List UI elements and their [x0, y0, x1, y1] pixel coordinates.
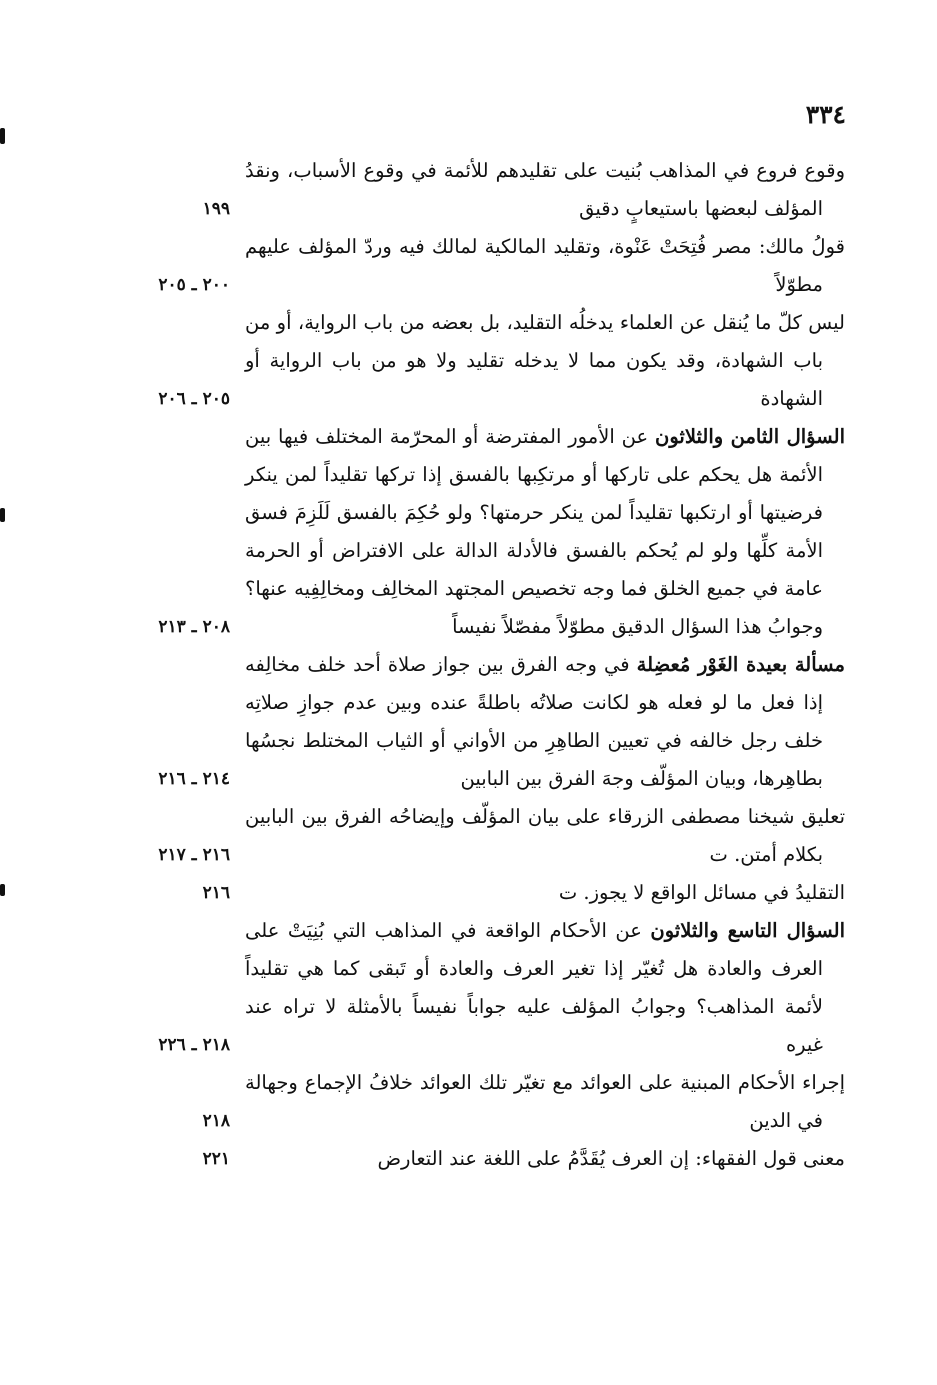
entry-lead: السؤال التاسع والثلاثون [650, 919, 846, 942]
entry-body: معنى قول الفقهاء: إن العرف يُقَدَّمُ على اللغة عند التعارض [377, 1147, 845, 1170]
scan-edge-mark [0, 128, 5, 144]
entry-text [245, 152, 845, 228]
entry-text [245, 304, 845, 418]
scan-edge-mark [0, 508, 5, 522]
entry-body: إجراء الأحكام المبنية على العوائد مع تغيّر تلك العوائد خلافُ الإجماع وجهالة في الدين [245, 1071, 845, 1132]
entry-body: تعليق شيخنا مصطفى الزرقاء على بيان المؤلّف وإيضاحُه الفرق بين البابين بكلام أمتن. ت [245, 805, 845, 866]
index-entry [110, 152, 845, 228]
entry-pages: ١٩٩ [202, 199, 230, 219]
index-entry [110, 228, 845, 304]
entry-text [245, 228, 845, 304]
entry-text [245, 798, 845, 874]
entry-body: عن الأحكام الواقعة في المذاهب التي بُنِيَتْ على العرف والعادة هل تُغيّر إذا تغير العرف والعادة أو تَبقى كما هي تقليداً لأئمة المذاهب؟ وجوابُ المؤلف عليه جواباً نفيساً بالأمثلة لا تراه عند غيره [245, 919, 823, 1056]
index-entry [110, 874, 845, 912]
entry-pages: ٢٠٨ ـ ٢١٣ [158, 617, 230, 637]
entry-lead: مسألة بعيدة الغَوْر مُعضِلة [636, 653, 845, 676]
index-entry [110, 418, 845, 646]
entry-body: عن الأمور المفترضة أو المحرّمة المختلف فيها بين الأئمة هل يحكم على تاركها أو مرتكِبها بالفسق إذا تركها تقليداً لمن ينكر فرضيتها أو ارتكبها تقليداً لمن ينكر حرمتها؟ ولو حُكِمَ بالفسق لَلَزِمَ فسق الأمة كلِّها ولو لم يُحكم بالفسق فالأدلة الدالة على الافتراض أو الحرمة عامة في جميع الخلق فما وجه تخصيص المجتهد المخالِف ومخالِفِيه عنها؟ وجوابُ هذا السؤال الدقيق مطوّلاً مفصّلاً نفيساً [245, 425, 823, 638]
index-entry [110, 1064, 845, 1140]
entry-text [245, 418, 845, 646]
entry-pages: ٢٠٠ ـ ٢٠٥ [158, 275, 230, 295]
entry-pages: ٢٢١ [202, 1149, 230, 1169]
entry-pages: ٢١٤ ـ ٢١٦ [158, 769, 230, 789]
index-entry [110, 1140, 845, 1178]
entry-text [245, 1064, 845, 1140]
index-entry [110, 912, 845, 1064]
page-number: ٣٣٤ [805, 100, 846, 129]
index-entry [110, 798, 845, 874]
entry-pages: ٢١٨ ـ ٢٢٦ [158, 1035, 230, 1055]
entry-body: في وجه الفرق بين جواز صلاة أحد خلف مخالِفه إذا فعل ما لو فعله هو لكانت صلاتُه باطلةً عنده وبين عدم جوازِ صلاتِه خلف رجل خالفه في تعيين الطاهِرِ من الأواني أو الثياب المختلط نجسُها بطاهِرها، وبيان المؤلّف وجهَ الفرق بين البابين [245, 653, 823, 790]
entry-body: التقليدُ في مسائل الواقع لا يجوز. ت [558, 881, 845, 904]
entry-lead: السؤال الثامن والثلاثون [655, 425, 846, 448]
index-entry [110, 646, 845, 798]
entry-pages: ٢٠٥ ـ ٢٠٦ [158, 389, 230, 409]
entry-body: قولُ مالك: مصر فُتِحَتْ عَنْوة، وتقليد المالكية لمالك فيه وردّ المؤلف عليهم مطوّلاً [245, 235, 845, 296]
entry-pages: ٢١٦ [202, 883, 230, 903]
entry-body: وقوع فروع في المذاهب بُنيت على تقليدهم للأئمة في وقوع الأسباب، ونقدُ المؤلف لبعضها باستيعابٍ دقيق [245, 159, 845, 220]
entry-pages: ٢١٦ ـ ٢١٧ [158, 845, 230, 865]
entry-text [245, 646, 845, 798]
entry-text [245, 874, 845, 912]
entry-text [245, 1140, 845, 1178]
scan-edge-mark [0, 884, 5, 896]
index-entries [110, 152, 845, 1178]
entry-pages: ٢١٨ [202, 1111, 230, 1131]
entry-body: ليس كلّ ما يُنقل عن العلماء يدخلُه التقليد، بل بعضه من باب الرواية، أو من باب الشهادة، وقد يكون مما لا يدخله تقليد ولا هو من باب الرواية أو الشهادة [245, 311, 845, 410]
entry-text [245, 912, 845, 1064]
index-entry [110, 304, 845, 418]
